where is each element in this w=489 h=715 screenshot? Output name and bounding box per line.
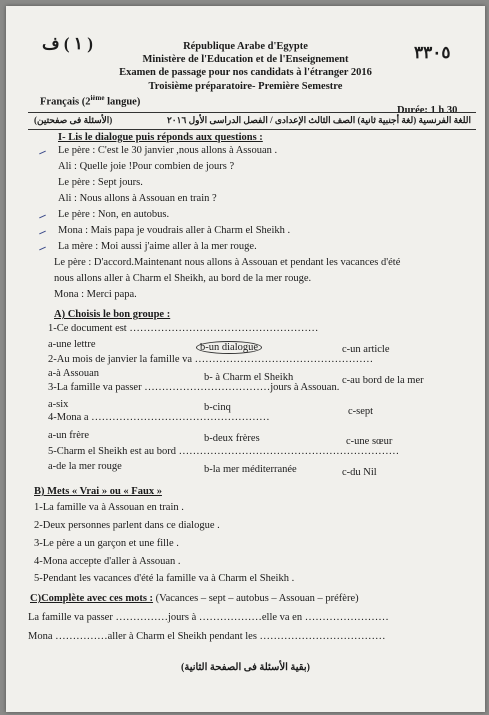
question-stem: 5-Charm el Sheikh est au bord ……………………………………………………… xyxy=(48,446,400,457)
level-line: Troisième préparatoire- Première Semestre xyxy=(148,81,343,92)
option-a: a-de la mer rouge xyxy=(48,461,122,472)
option-b: b-deux frères xyxy=(204,433,260,444)
dialogue-line: nous allons aller à Charm el Sheikh, au bord de la mer rouge. xyxy=(54,273,312,284)
dialogue-line: Ali : Quelle joie !Pour combien de jours ? xyxy=(58,161,235,172)
header-rule-top xyxy=(28,112,476,113)
option-b: b-la mer méditerranée xyxy=(204,464,297,475)
header-rule-bottom xyxy=(28,129,476,130)
truefalse-item: 2-Deux personnes parlent dans ce dialogue . xyxy=(34,520,220,531)
option-c: c-sept xyxy=(348,406,374,417)
pencil-mark xyxy=(39,215,46,219)
option-a: a-un frère xyxy=(48,430,90,441)
pencil-mark xyxy=(39,231,46,235)
partC-heading xyxy=(30,593,359,604)
question-stem: 1-Ce document est ……………………………………………… xyxy=(48,323,319,334)
fill-line: La famille va passer ……………jours à ………………elle va en …………………… xyxy=(28,612,389,623)
truefalse-item: 3-Le père a un garçon et une fille . xyxy=(34,538,179,549)
exam-sheet xyxy=(6,6,485,712)
subject-line xyxy=(40,94,140,108)
option-c: c-une sœur xyxy=(346,436,393,447)
dialogue-line: Mona : Merci papa. xyxy=(54,289,137,300)
option-c: c-du Nil xyxy=(342,467,377,478)
fill-line: Mona ……………aller à Charm el Sheikh pendant les ……………………………… xyxy=(28,631,386,642)
partC-word-bank: (Vacances – sept – autobus – Assouan – préfère) xyxy=(153,593,359,604)
option-b xyxy=(196,342,262,353)
truefalse-item: 1-La famille va à Assouan en train . xyxy=(34,502,184,513)
pencil-mark xyxy=(39,151,46,155)
subject-label: Français (2 xyxy=(40,96,91,108)
dialogue-line: Le père : Sept jours. xyxy=(58,177,143,188)
pencil-mark xyxy=(39,247,46,251)
option-a: a-une lettre xyxy=(48,339,96,350)
footer-note: (بقية الأسئلة فى الصفحة الثانية) xyxy=(181,662,310,673)
dialogue-line: Le père : Non, en autobus. xyxy=(58,209,170,220)
truefalse-item: 4-Mona accepte d'aller à Assouan . xyxy=(34,556,181,567)
truefalse-item: 5-Pendant les vacances d'été la famille va à Charm el Sheikh . xyxy=(34,573,295,584)
question-stem: 2-Au mois de janvier la famille va …………………………………………… xyxy=(48,354,374,365)
partB-title: B) Mets « Vrai » ou « Faux » xyxy=(34,486,162,497)
option-b-circled: b-un dialogue xyxy=(196,341,262,354)
question-stem: 3-La famille va passer ………………………………jours à Assouan. xyxy=(48,382,340,393)
dialogue-line: La mère : Moi aussi j'aime aller à la mer rouge. xyxy=(58,241,257,252)
republic-line: République Arabe d'Egypte xyxy=(183,41,308,52)
partA-title: A) Choisis le bon groupe : xyxy=(54,309,171,320)
duration: Durée: 1 h 30 xyxy=(397,105,458,116)
option-c: c-un article xyxy=(342,344,390,355)
question-stem: 4-Mona a …………………………………………… xyxy=(48,412,270,423)
exam-code-left: ( ١ ) ف xyxy=(42,34,93,53)
section1-title: I- Lis le dialogue puis réponds aux questions : xyxy=(58,132,263,143)
partC-title: C)Complète avec ces mots : xyxy=(30,593,154,604)
arabic-subject-line: اللغة الفرنسية (لغة أجنبية ثانية) الصف الثالث الإعدادى / الفصل الدراسى الأول ٢٠١٦ xyxy=(166,115,471,125)
subject-end: langue) xyxy=(104,96,141,108)
exam-code-right: ٣٣٠٥ xyxy=(414,43,451,62)
dialogue-line: Le père : D'accord.Maintenant nous allons à Assouan et pendant les vacances d'été xyxy=(54,257,401,268)
dialogue-line: Le père : C'est le 30 janvier ,nous allons à Assouan . xyxy=(58,145,278,156)
dialogue-line: Mona : Mais papa je voudrais aller à Charm el Sheikh . xyxy=(58,225,291,236)
dialogue-line: Ali : Nous allons à Assouan en train ? xyxy=(58,193,217,204)
subject-sup: ième xyxy=(90,94,105,102)
exam-line: Examen de passage pour nos candidats à l'étranger 2016 xyxy=(119,67,372,78)
option-a: a-à Assouan xyxy=(48,368,100,379)
arabic-pages-note: (الأسئلة فى صفحتين) xyxy=(34,115,113,125)
option-c: c-au bord de la mer xyxy=(342,375,424,386)
option-b: b- à Charm el Sheikh xyxy=(204,372,294,383)
option-b: b-cinq xyxy=(204,402,231,413)
ministry-line: Ministère de l'Education et de l'Enseignement xyxy=(142,54,349,65)
option-a: a-six xyxy=(48,399,69,410)
